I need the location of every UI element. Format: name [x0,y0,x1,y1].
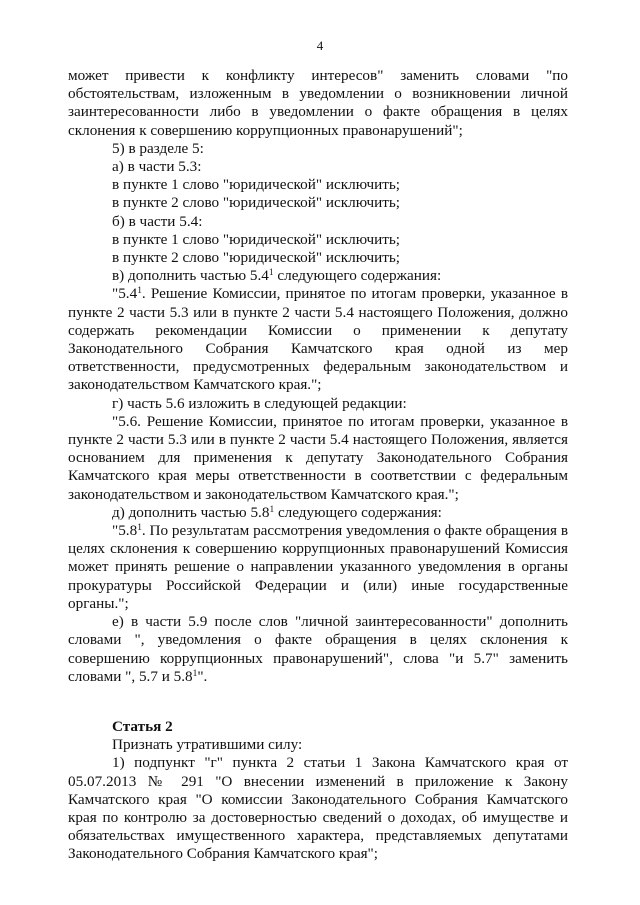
paragraph [68,522,568,613]
paragraph: г) часть 5.6 изложить в следующей редакции: [112,394,407,412]
text-fragment: в) дополнить частью 5.4 [112,267,269,285]
paragraph [68,285,568,394]
text-fragment: е) в части 5.9 после слов "личной заинтересованности" дополнить словами ", уведомления о факте обращения в целях склонения к совершению коррупционных правонарушений", слова "и 5.7" заменить словами ", 5.7 и 5.8 [68,613,568,685]
paragraph: в пункте 2 слово "юридической" исключить; [112,249,401,267]
text-fragment: следующего содержания: [273,267,442,285]
paragraph [68,267,568,285]
superscript: 1 [137,522,142,533]
text-fragment: . По результатам рассмотрения уведомления о факте обращения в целях склонения к совершению коррупционных правонарушений Комиссия может принять решение о направлении указанного уведомления в органы прокуратуры Российской Федерации и (или) иные государственные органы."; [68,522,568,612]
article-heading: Статья 2 [112,717,173,735]
text-fragment: д) дополнить частью 5.8 [112,503,270,521]
paragraph: в пункте 1 слово "юридической" исключить; [112,176,401,194]
paragraph: 5) в разделе 5: [112,139,204,157]
text-fragment: ". [197,667,208,685]
text-fragment: "5.4 [112,285,138,303]
paragraph: в пункте 2 слово "юридической" исключить; [112,194,401,212]
text-fragment: . Решение Комиссии, принятое по итогам проверки, указанное в пункте 2 части 5.3 или в пункте 2 части 5.4 настоящего Положения, должно содержать рекомендации Комиссии о применении к депутату Законодательного Собрания Камчатского края одной из мер ответственности, предусмотренных федеральным законодательством и законодательством Камчатского края."; [68,285,568,394]
paragraph [68,504,568,522]
paragraph [68,613,568,686]
paragraph: "5.6. Решение Комиссии, принятое по итогам проверки, указанное в пункте 2 части 5.3 или в пункте 2 части 5.4 настоящего Положения, является основанием для применения к депутату Законодательного Собрания Камчатского края меры ответственности в соответствии с федеральным законодательством и законодательством Камчатского края."; [68,412,568,503]
paragraph: Признать утратившими силу: [112,736,303,754]
paragraph: а) в части 5.3: [112,158,202,176]
paragraph: 1) подпункт "г" пункта 2 статьи 1 Закона Камчатского края от 05.07.2013 № 291 "О внесении изменений в приложение к Закону Камчатского края "О комиссии Законодательного Собрания Камчатского края по контролю за достоверностью сведений о доходах, об имуществе и обязательствах имущественного характера, представляемых депутатами Законодательного Собрания Камчатского края"; [68,754,568,863]
superscript: 1 [268,268,274,279]
superscript: 1 [192,668,198,679]
document-body [68,67,568,864]
paragraph: может привести к конфликту интересов" заменить словами "по обстоятельствам, изложенным в уведомлении о возникновении личной заинтересованности либо в уведомлении о факте обращения в целях склонения к совершению коррупционных правонарушений"; [68,67,568,139]
paragraph: в пункте 1 слово "юридической" исключить; [112,230,401,248]
paragraph: б) в части 5.4: [112,212,203,230]
text-fragment: следующего содержания: [274,503,442,521]
page-number: 4 [316,38,324,53]
superscript: 1 [137,286,142,297]
section-spacer [68,686,568,718]
text-fragment: "5.8 [112,522,138,540]
superscript: 1 [269,504,275,515]
